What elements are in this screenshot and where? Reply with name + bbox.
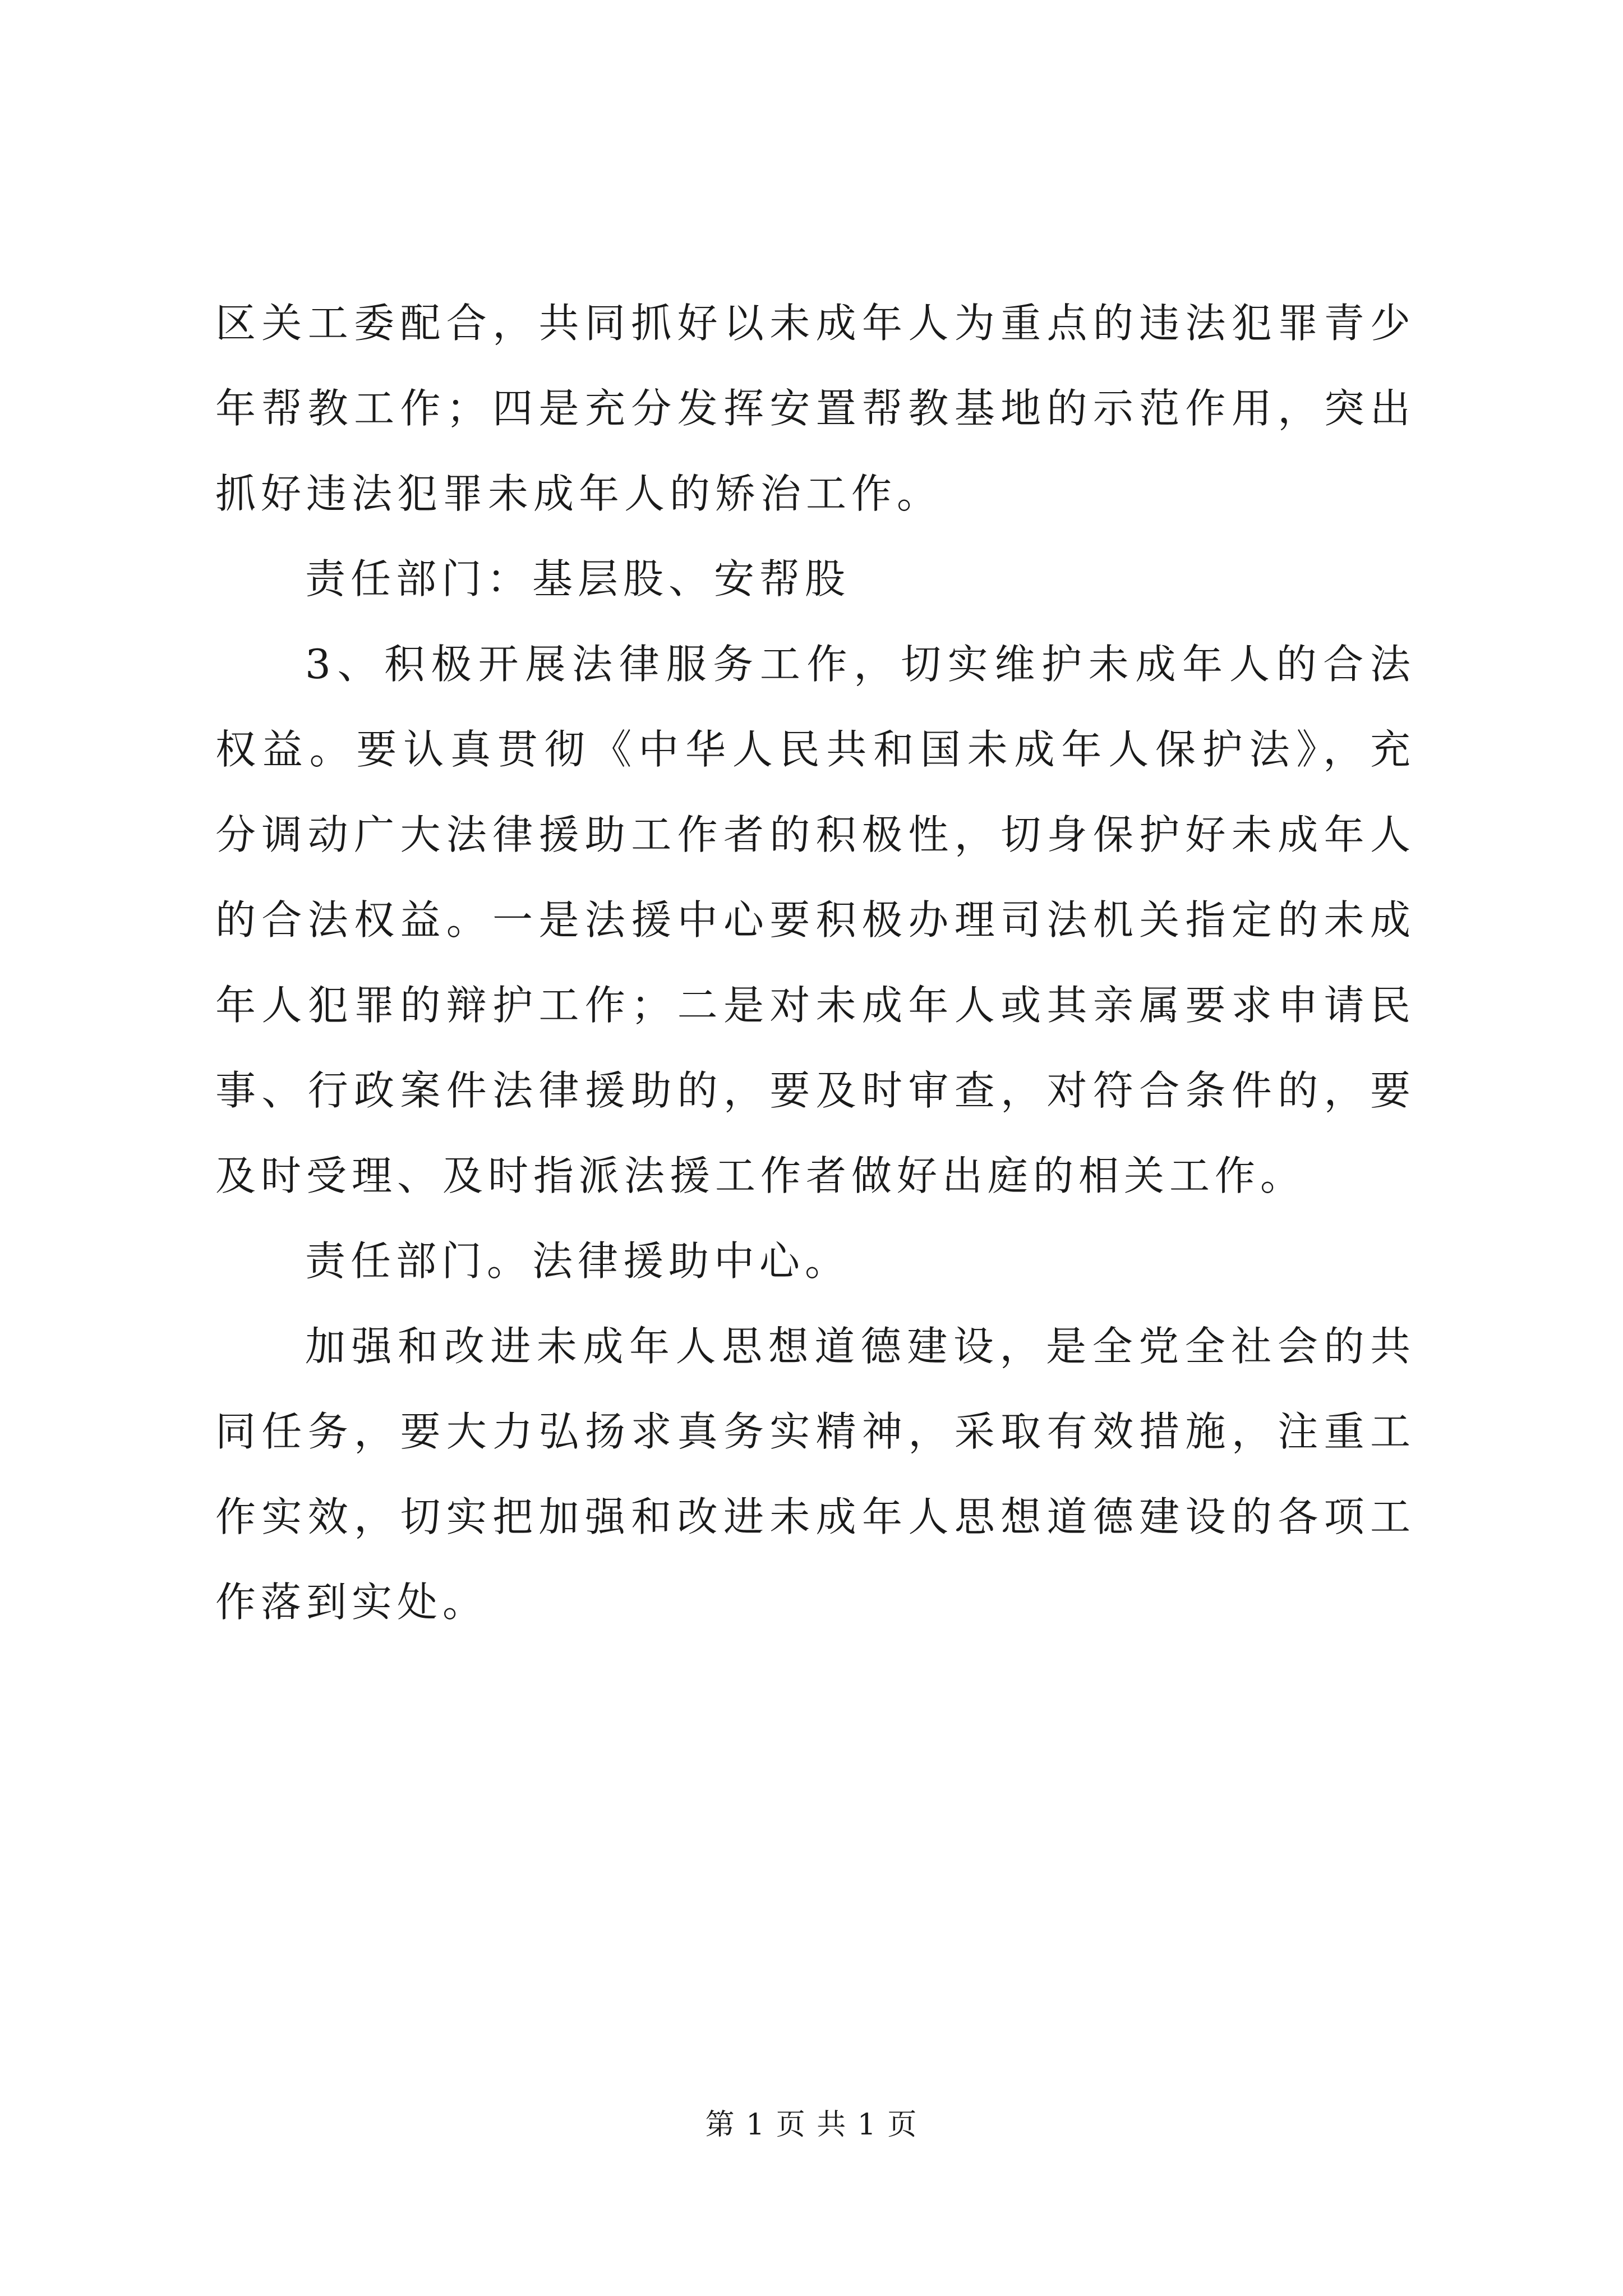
paragraph-responsible-dept-1: 责任部门：基层股、安帮股 xyxy=(305,555,851,602)
page-footer: 第 1 页 共 1 页 xyxy=(705,2108,918,2142)
paragraph-conclusion: 加强和改进未成年人思想道德建设，是全党全社会的共同任务，要大力弘扬求真务实精神，采取有效措施，注重工作实效，切实把加强和改进未成年人思想道德建设的各项工作落到实处。 xyxy=(215,1323,1415,1626)
paragraph-continuation: 区关工委配合，共同抓好以未成年人为重点的违法犯罪青少年帮教工作；四是充分发挥安置帮教基地的示范作用，突出抓好违法犯罪未成年人的矫治工作。 xyxy=(215,300,1415,517)
document-body xyxy=(215,280,1415,1645)
paragraph-responsible-dept-2: 责任部门。法律援助中心。 xyxy=(305,1237,851,1285)
paragraph-legal-services: 3、积极开展法律服务工作，切实维护未成年人的合法权益。要认真贯彻《中华人民共和国未成年人保护法》，充分调动广大法律援助工作者的积极性，切身保护好未成年人的合法权益。一是法援中心要积极办理司法机关指定的未成年人犯罪的辩护工作；二是对未成年人或其亲属要求申请民事、行政案件法律援助的，要及时审查，对符合条件的，要及时受理、及时指派法援工作者做好出庭的相关工作。 xyxy=(215,641,1415,1199)
